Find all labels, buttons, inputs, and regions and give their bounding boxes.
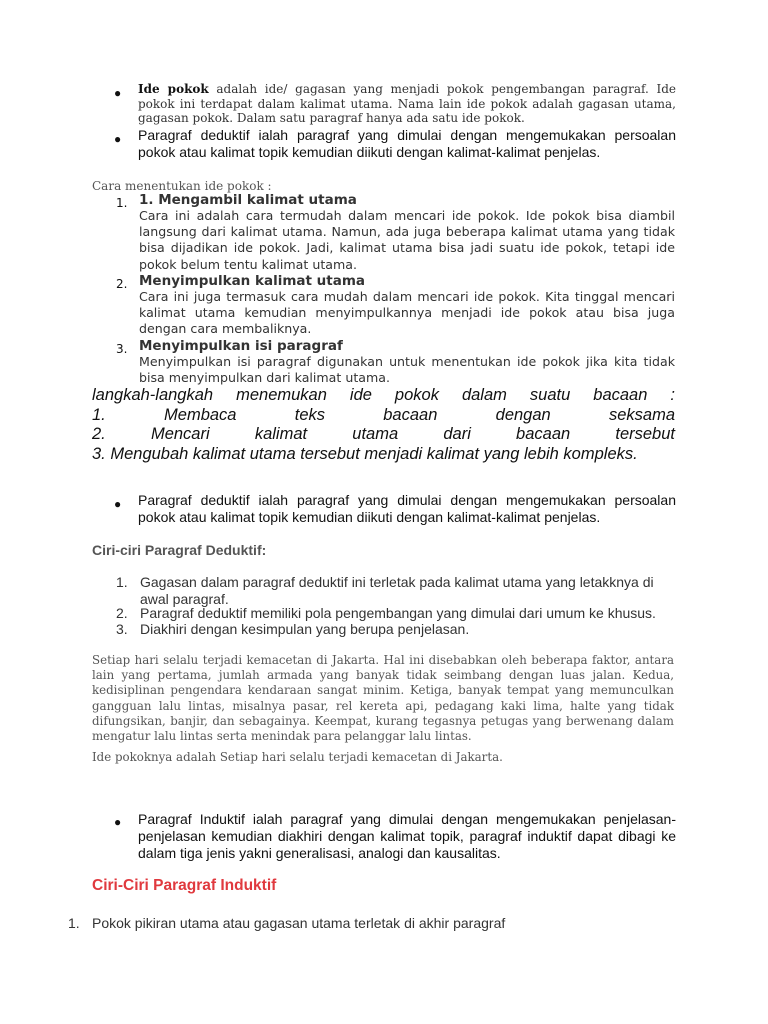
cara-item-title: Menyimpulkan isi paragraf xyxy=(139,338,343,354)
cara-item-body: Cara ini adalah cara termudah dalam mencari ide pokok. Ide pokok bisa diambil langsung dari kalimat utama. Namun, ada juga beberapa kalimat utama yang tidak bisa dijadikan ide pokok. Jadi, kalimat utama bisa jadi suatu ide pokok, tetapi ide pokok belum tentu kalimat utama. xyxy=(139,208,675,272)
cara-heading: Cara menentukan ide pokok : xyxy=(92,179,272,193)
cara-item-number: 2. xyxy=(116,277,128,291)
langkah-heading: langkah-langkah menemukan ide pokok dalam suatu bacaan : xyxy=(92,386,675,404)
ciri-deduktif-number: 1. xyxy=(116,574,128,590)
langkah-step: 3. Mengubah kalimat utama tersebut menjadi kalimat yang lebih kompleks. xyxy=(92,444,638,463)
ciri-deduktif-heading: Ciri-ciri Paragraf Deduktif: xyxy=(92,542,267,558)
paragraf-induktif-bullet: Paragraf Induktif ialah paragraf yang dimulai dengan mengemukakan penjelasan-penjelasan kemudian diakhiri dengan kalimat topik, paragraf induktif dapat dibagi ke dalam tiga jenis yakni generalisasi, analogi dan kausalitas. xyxy=(138,811,676,861)
bullet-dot: ● xyxy=(114,815,122,829)
ciri-deduktif-item: Diakhiri dengan kesimpulan yang berupa penjelasan. xyxy=(140,621,470,637)
langkah-step: 1. Membaca teks bacaan dengan seksama xyxy=(92,405,675,424)
ciri-deduktif-number: 3. xyxy=(116,621,128,637)
langkah-step: 2. Mencari kalimat utama dari bacaan tersebut xyxy=(92,425,675,443)
ciri-induktif-heading: Ciri-Ciri Paragraf Induktif xyxy=(92,877,277,894)
paragraf-deduktif-bullet: Paragraf deduktif ialah paragraf yang dimulai dengan mengemukakan persoalan pokok atau kalimat topik kemudian diikuti dengan kalimat-kalimat penjelas. xyxy=(138,492,676,525)
main-idea-sentence: Ide pokoknya adalah Setiap hari selalu terjadi kemacetan di Jakarta. xyxy=(92,750,503,764)
bullet-dot: ● xyxy=(114,86,122,100)
example-paragraph: Setiap hari selalu terjadi kemacetan di Jakarta. Hal ini disebabkan oleh beberapa faktor, antara lain yang pertama, jumlah armada yang banyak tidak seimbang dengan luas jalan. Kedua, kedisiplinan pengendara kendaraan sangat minim. Ketiga, banyak tempat yang memunculkan gangguan lalu lintas, misalnya pasar, rel kereta api, pedagang kaki lima, halte yang tidak difungsikan, banjir, dan sebagainya. Keempat, kurang tegasnya petugas yang berwenang dalam mengatur lalu lintas serta menindak para pelanggar lalu lintas. xyxy=(92,653,674,744)
ide-pokok-term: Ide pokok xyxy=(138,82,209,96)
cara-item-title: Menyimpulkan kalimat utama xyxy=(139,273,366,289)
ciri-deduktif-item: Gagasan dalam paragraf deduktif ini terletak pada kalimat utama yang letakknya di awal paragraf. xyxy=(140,574,654,607)
cara-item-number: 1. xyxy=(116,196,128,210)
paragraf-deduktif-definition: Paragraf deduktif ialah paragraf yang dimulai dengan mengemukakan persoalan pokok atau kalimat topik kemudian diikuti dengan kalimat-kalimat penjelas. xyxy=(138,127,676,160)
ide-pokok-definition: Ide pokok adalah ide/ gagasan yang menjadi pokok pengembangan paragraf. Ide pokok ini terdapat dalam kalimat utama. Nama lain ide pokok adalah gagasan utama, gagasan pokok. Dalam satu paragraf hanya ada satu ide pokok. xyxy=(138,82,677,125)
cara-item-body: Menyimpulkan isi paragraf digunakan untuk menentukan ide pokok jika kita tidak bisa menyimpulkan dari kalimat utama. xyxy=(139,354,675,386)
cara-item-number: 3. xyxy=(116,342,128,356)
bullet-dot: ● xyxy=(114,132,122,146)
cara-item-body: Cara ini juga termasuk cara mudah dalam mencari ide pokok. Kita tinggal mencari kalimat utama kemudian menyimpulkannya menjadi ide pokok atau bisa juga dengan cara membaliknya. xyxy=(139,289,675,337)
ciri-deduktif-number: 2. xyxy=(116,605,128,621)
ciri-deduktif-item: Paragraf deduktif memiliki pola pengembangan yang dimulai dari umum ke khusus. xyxy=(140,605,656,621)
langkah-block xyxy=(92,386,675,464)
bullet-dot: ● xyxy=(114,497,122,511)
ciri-induktif-number: 1. xyxy=(68,915,80,931)
ciri-induktif-item: Pokok pikiran utama atau gagasan utama terletak di akhir paragraf xyxy=(92,915,506,931)
cara-item-title: 1. Mengambil kalimat utama xyxy=(139,192,357,208)
